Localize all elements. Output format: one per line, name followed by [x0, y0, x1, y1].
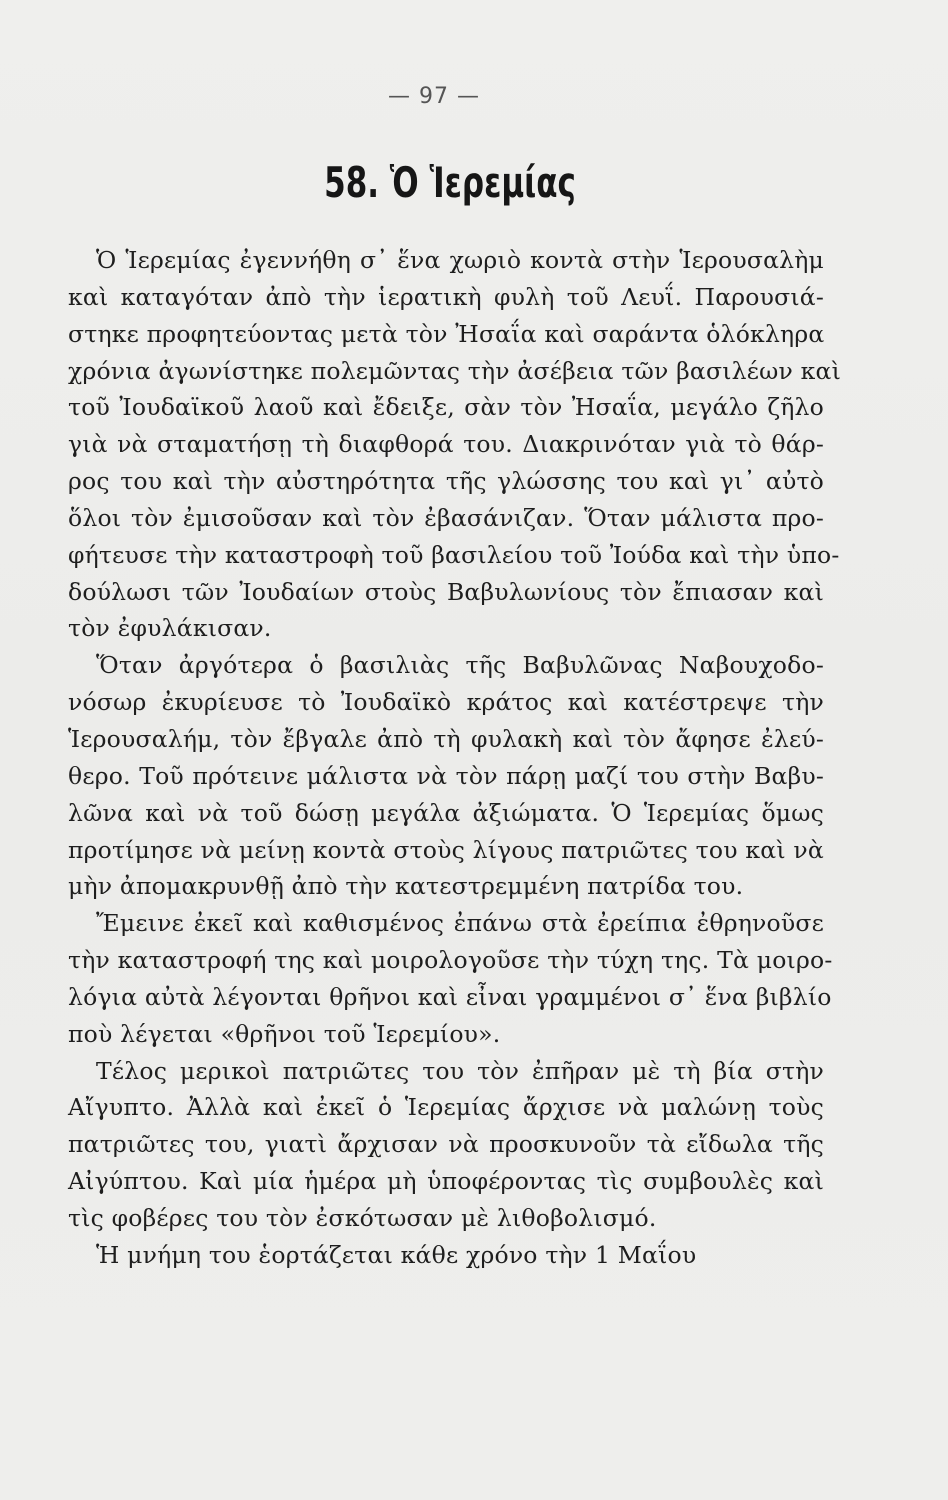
- text-line: ρος του καὶ τὴν αὐστηρότητα τῆς γλώσσης του καὶ γι᾽ αὐτὸ: [68, 467, 824, 496]
- text-line: λῶνα καὶ νὰ τοῦ δώσῃ μεγάλα ἀξιώματα. Ὁ Ἱερεμίας ὅμως: [68, 798, 824, 827]
- text-line: τὸν ἐφυλάκισαν.: [68, 614, 272, 643]
- chapter-title: 58. Ὁ Ἱερεμίας: [324, 158, 576, 207]
- text-line: στηκε προφητεύοντας μετὰ τὸν Ἠσαΐα καὶ σαράντα ὁλόκληρα: [68, 319, 825, 348]
- text-line: τοῦ Ἰουδαϊκοῦ λαοῦ καὶ ἔδειξε, σὰν τὸν Ἠσαΐα, μεγάλο ζῆλο: [68, 393, 824, 422]
- text-line: θερο. Τοῦ πρότεινε μάλιστα νὰ τὸν πάρῃ μαζί του στὴν Βαβυ-: [68, 761, 824, 790]
- text-line: γιὰ νὰ σταματήσῃ τὴ διαφθορά του. Διακρινόταν γιὰ τὸ θάρ-: [68, 430, 824, 459]
- body-text: [68, 242, 841, 1274]
- text-line: Ἡ μνήμη του ἑορτάζεται κάθε χρόνο τὴν 1 Μαΐου: [96, 1240, 697, 1269]
- text-line: νόσωρ ἐκυρίευσε τὸ Ἰουδαϊκὸ κράτος καὶ κατέστρεψε τὴν: [68, 688, 824, 717]
- text-line: πατριῶτες του, γιατὶ ἄρχισαν νὰ προσκυνοῦν τὰ εἴδωλα τῆς: [68, 1130, 824, 1159]
- text-line: τὴν καταστροφή της καὶ μοιρολογοῦσε τὴν τύχη της. Τὰ μοιρο-: [68, 946, 833, 975]
- text-line: Ὁ Ἱερεμίας ἐγεννήθη σ᾽ ἕνα χωριὸ κοντὰ στὴν Ἱερουσαλὴμ: [96, 246, 824, 274]
- text-line: Αἰγύπτου. Καὶ μία ἡμέρα μὴ ὑποφέροντας τὶς συμβουλὲς καὶ: [68, 1167, 824, 1196]
- text-line: Ὅταν ἀργότερα ὁ βασιλιὰς τῆς Βαβυλῶνας Ναβουχοδο-: [96, 651, 824, 680]
- text-line: χρόνια ἀγωνίστηκε πολεμῶντας τὴν ἀσέβεια τῶν βασιλέων καὶ: [68, 356, 841, 385]
- text-line: δούλωσι τῶν Ἰουδαίων στοὺς Βαβυλωνίους τὸν ἔπιασαν καὶ: [68, 577, 824, 606]
- text-line: ποὺ λέγεται «θρῆνοι τοῦ Ἱερεμίου».: [68, 1019, 501, 1048]
- text-line: Αἴγυπτο. Ἀλλὰ καὶ ἐκεῖ ὁ Ἱερεμίας ἄρχισε νὰ μαλώνῃ τοὺς: [68, 1093, 824, 1122]
- text-line: ὅλοι τὸν ἐμισοῦσαν καὶ τὸν ἐβασάνιζαν. Ὅταν μάλιστα προ-: [68, 503, 824, 532]
- text-line: λόγια αὐτὰ λέγονται θρῆνοι καὶ εἶναι γραμμένοι σ᾽ ἕνα βιβλίο: [68, 982, 832, 1011]
- text-line: καὶ καταγόταν ἀπὸ τὴν ἱερατικὴ φυλὴ τοῦ Λευΐ. Παρουσιά-: [68, 282, 824, 311]
- text-line: Ἱερουσαλήμ, τὸν ἔβγαλε ἀπὸ τὴ φυλακὴ καὶ τὸν ἄφησε ἐλεύ-: [68, 724, 824, 753]
- text-line: τὶς φοβέρες του τὸν ἐσκότωσαν μὲ λιθοβολισμό.: [68, 1203, 657, 1232]
- text-line: Ἔμεινε ἐκεῖ καὶ καθισμένος ἐπάνω στὰ ἐρείπια ἐθρηνοῦσε: [96, 909, 824, 938]
- text-line: Τέλος μερικοὶ πατριῶτες του τὸν ἐπῆραν μὲ τὴ βία στὴν: [96, 1056, 824, 1085]
- text-line: προτίμησε νὰ μείνῃ κοντὰ στοὺς λίγους πατριῶτες του καὶ νὰ: [68, 835, 824, 864]
- page-number: — 97 —: [388, 84, 480, 109]
- text-line: φήτευσε τὴν καταστροφὴ τοῦ βασιλείου τοῦ Ἰούδα καὶ τὴν ὑπο-: [68, 540, 840, 569]
- text-line: μὴν ἀπομακρυνθῇ ἀπὸ τὴν κατεστρεμμένη πατρίδα του.: [68, 872, 744, 901]
